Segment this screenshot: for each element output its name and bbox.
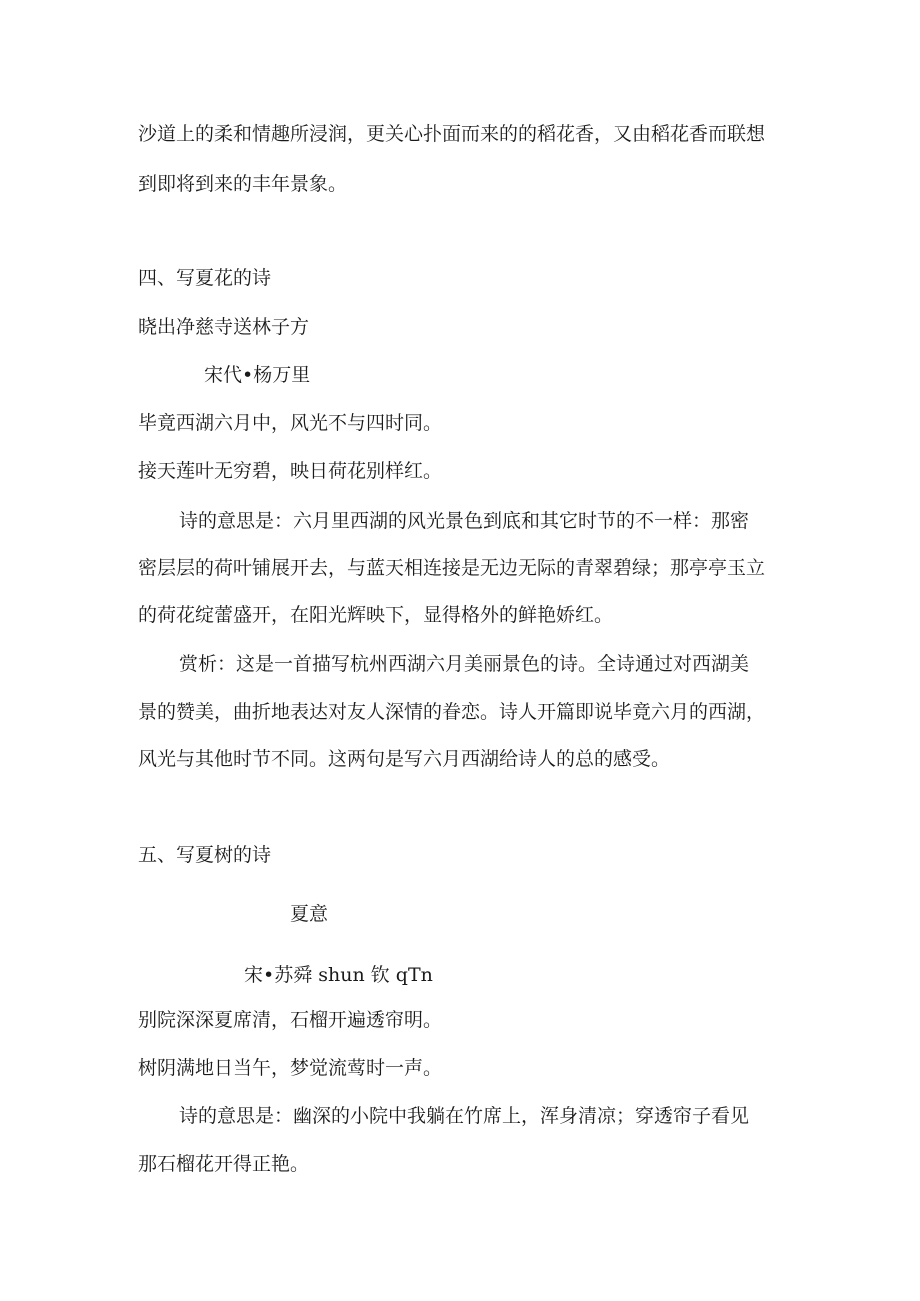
section-5-verse-1: 别院深深夏席清，石榴开遍透帘明。 xyxy=(138,1009,443,1031)
section-5-meaning-line-1: 诗的意思是：幽深的小院中我躺在竹席上，浑身清凉；穿透帘子看见 xyxy=(179,1105,750,1127)
section-4-meaning-line-2: 密层层的荷叶铺展开去，与蓝天相连接是无边无际的青翠碧绿；那亭亭玉立 xyxy=(138,557,766,579)
section-4-appreciation-line-2: 景的赞美，曲折地表达对友人深情的眷恋。诗人开篇即说毕竟六月的西湖， xyxy=(138,701,766,723)
section-4-appreciation-line-1: 赏析：这是一首描写杭州西湖六月美丽景色的诗。全诗通过对西湖美 xyxy=(179,653,750,675)
intro-line-2: 到即将到来的丰年景象。 xyxy=(138,173,348,195)
section-5-verse-2: 树阴满地日当午，梦觉流莺时一声。 xyxy=(138,1057,443,1079)
section-4-appreciation-line-3: 风光与其他时节不同。这两句是写六月西湖给诗人的总的感受。 xyxy=(138,748,671,770)
section-4-verse-2: 接天莲叶无穷碧，映日荷花别样红。 xyxy=(138,460,443,482)
intro-line-1: 沙道上的柔和情趣所浸润，更关心扑面而来的的稻花香，又由稻花香而联想 xyxy=(138,123,766,145)
section-4-verse-1: 毕竟西湖六月中，风光不与四时同。 xyxy=(138,412,443,434)
section-5-poem-title: 夏意 xyxy=(290,903,329,925)
section-4-author: 宋代•杨万里 xyxy=(204,364,311,386)
section-5-meaning-line-2: 那石榴花开得正艳。 xyxy=(138,1153,310,1175)
section-4-heading: 四、写夏花的诗 xyxy=(138,267,272,289)
section-5-author: 宋•苏舜 shun 钦 qTn xyxy=(244,964,433,986)
section-4-poem-title: 晓出净慈寺送林子方 xyxy=(138,316,310,338)
section-4-meaning-line-3: 的荷花绽蕾盛开，在阳光辉映下，显得格外的鲜艳娇红。 xyxy=(138,604,614,626)
section-4-meaning-line-1: 诗的意思是：六月里西湖的风光景色到底和其它时节的不一样：那密 xyxy=(179,510,750,532)
section-5-heading: 五、写夏树的诗 xyxy=(138,844,272,866)
